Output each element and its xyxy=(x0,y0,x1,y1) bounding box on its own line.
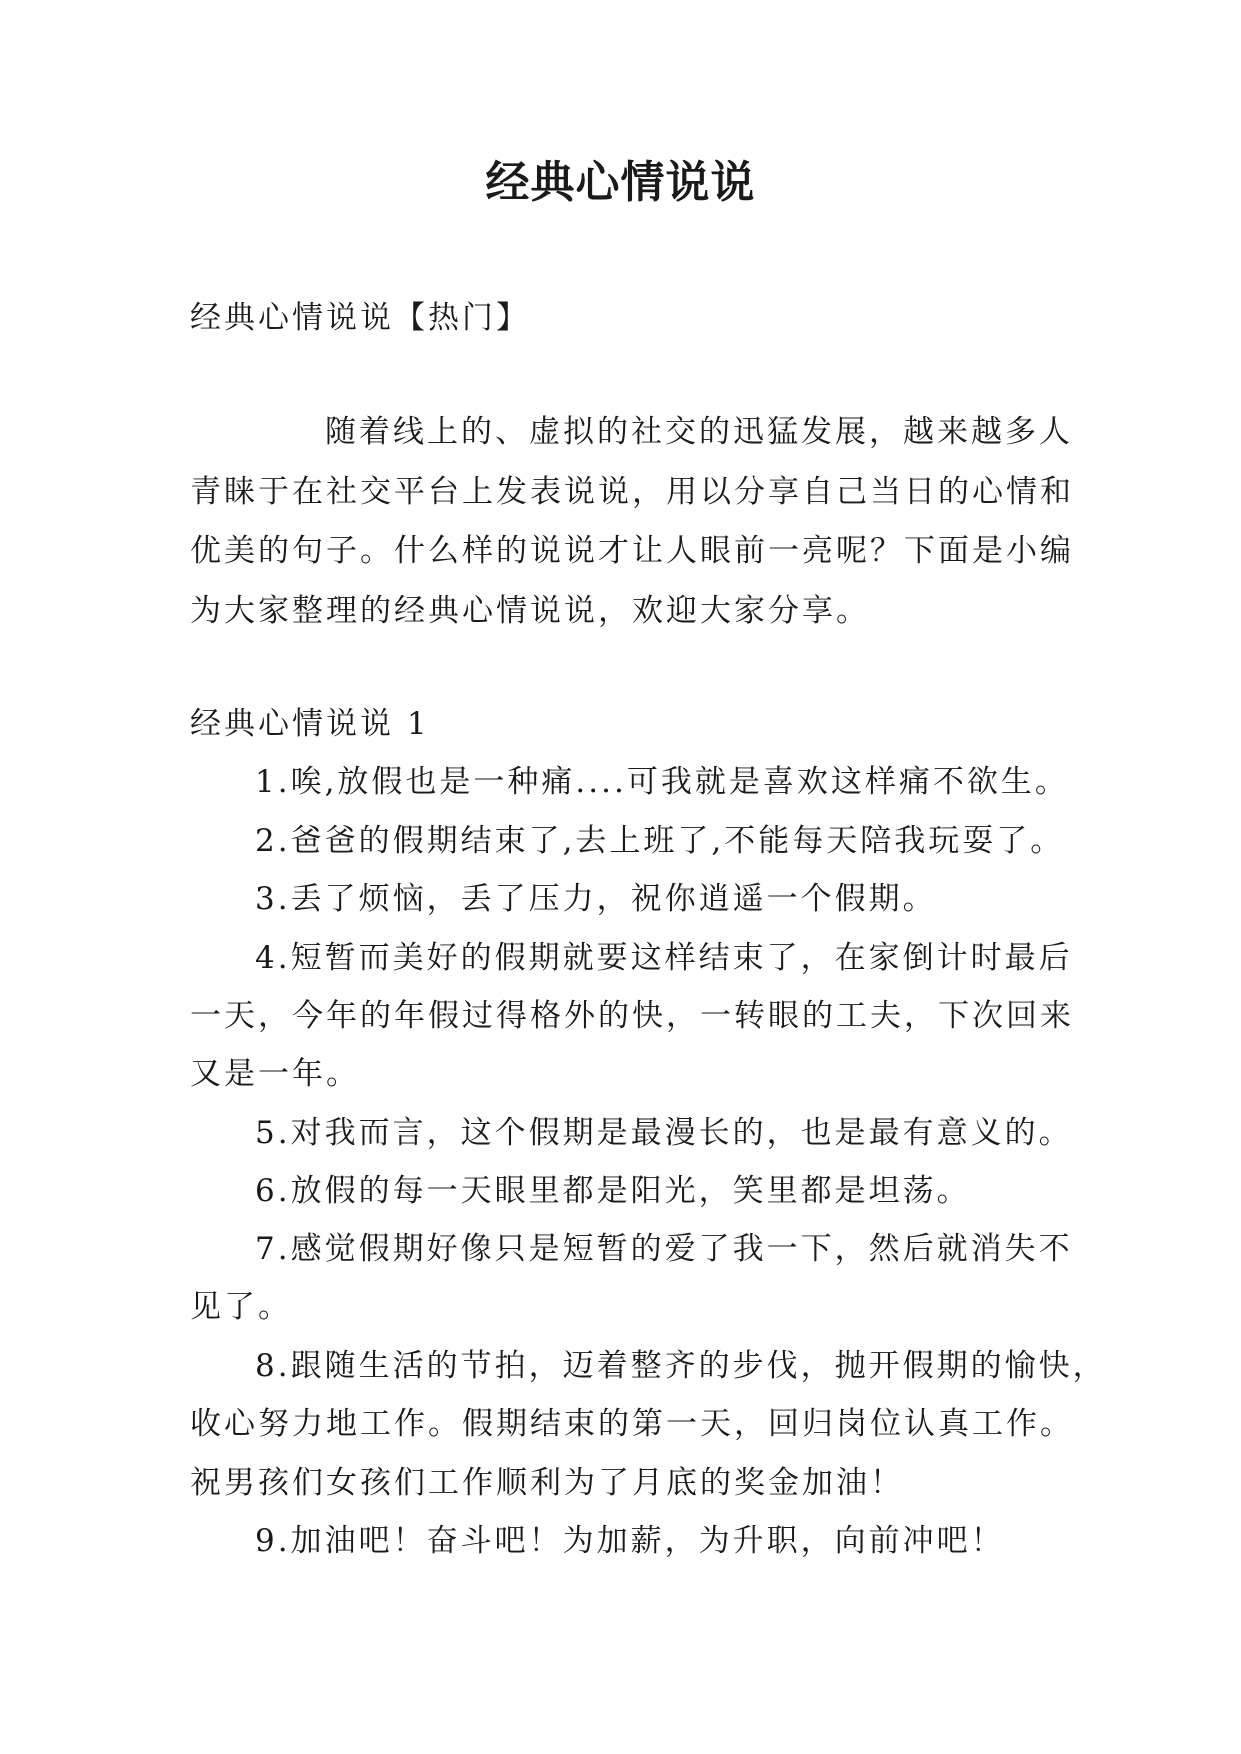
list-item-7: 7.感觉假期好像只是短暂的爱了我一下，然后就消失不 xyxy=(255,1231,1073,1267)
list-item-8-cont-1: 收心努力地工作。假期结束的第一天，回归岗位认真工作。 xyxy=(190,1406,1074,1442)
list-item-8: 8.跟随生活的节拍，迈着整齐的步伐，抛开假期的愉快， xyxy=(255,1348,1107,1384)
list-item-4-cont-2: 又是一年。 xyxy=(190,1056,360,1092)
list-item-8-cont-2: 祝男孩们女孩们工作顺利为了月底的奖金加油！ xyxy=(190,1465,904,1501)
section-heading: 经典心情说说 1 xyxy=(190,706,430,742)
intro-line-2: 青睐于在社交平台上发表说说，用以分享自己当日的心情和 xyxy=(190,474,1074,510)
list-item-9: 9.加油吧！奋斗吧！为加薪，为升职，向前冲吧！ xyxy=(255,1523,1005,1559)
list-item-3: 3.丢了烦恼，丢了压力，祝你逍遥一个假期。 xyxy=(255,881,937,917)
intro-line-3: 优美的句子。什么样的说说才让人眼前一亮呢？下面是小编 xyxy=(190,533,1074,569)
list-item-2: 2.爸爸的假期结束了,去上班了,不能每天陪我玩耍了。 xyxy=(255,823,1065,859)
document-subtitle: 经典心情说说【热门】 xyxy=(190,300,530,336)
list-item-7-cont: 见了。 xyxy=(190,1289,292,1325)
intro-line-4: 为大家整理的经典心情说说，欢迎大家分享。 xyxy=(190,593,870,629)
document-title: 经典心情说说 xyxy=(485,157,756,208)
list-item-6: 6.放假的每一天眼里都是阳光，笑里都是坦荡。 xyxy=(255,1173,971,1209)
intro-line-1: 随着线上的、虚拟的社交的迅猛发展，越来越多人 xyxy=(325,414,1073,450)
list-item-4-cont-1: 一天，今年的年假过得格外的快，一转眼的工夫，下次回来 xyxy=(190,998,1074,1034)
list-item-4: 4.短暂而美好的假期就要这样结束了，在家倒计时最后 xyxy=(255,940,1073,976)
list-item-5: 5.对我而言，这个假期是最漫长的，也是最有意义的。 xyxy=(255,1115,1073,1151)
list-item-1: 1.唉,放假也是一种痛....可我就是喜欢这样痛不欲生。 xyxy=(255,764,1069,800)
